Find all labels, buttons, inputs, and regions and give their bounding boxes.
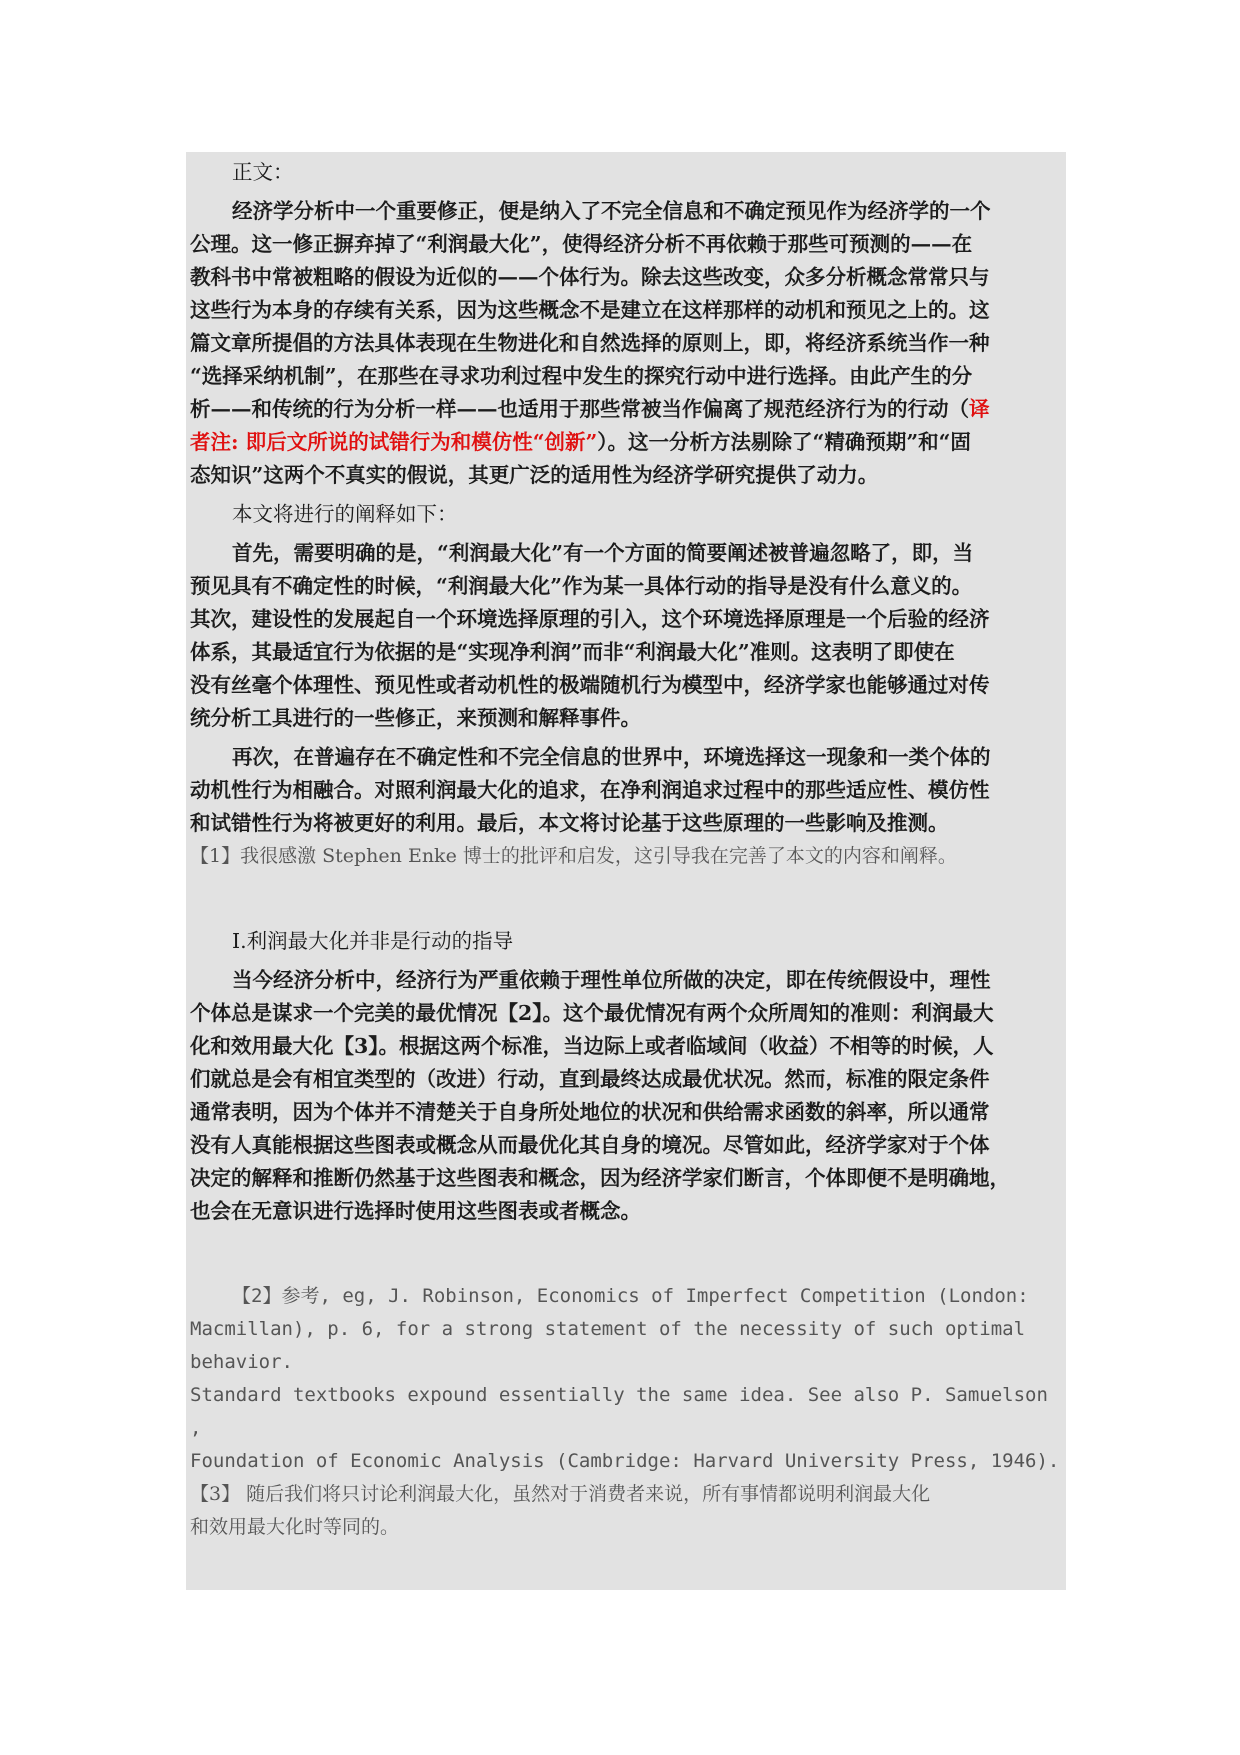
footnote-2-line-3: Standard textbooks expound essentially the same idea. See also P. Samuelson , bbox=[190, 1384, 1048, 1439]
p3-line-4: 体系，其最适宜行为依据的是“实现净利润”而非“利润最大化”准则。这表明了即使在 bbox=[190, 640, 955, 664]
p5-line-6: 没有人真能根据这些图表或概念从而最优化其自身的境况。尽管如此，经济学家对于个体 bbox=[190, 1133, 990, 1157]
p1-line-5: 篇文章所提倡的方法具体表现在生物进化和自然选择的原则上，即，将经济系统当作一种 bbox=[190, 331, 990, 355]
footnote-2-line-2: Macmillan), p. 6, for a strong statement of the necessity of such optimal behavior. bbox=[190, 1318, 1026, 1373]
footnote-2-line-4: Foundation of Economic Analysis (Cambridge: Harvard University Press, 1946). bbox=[190, 1450, 1060, 1472]
p5-line-1: 当今经济分析中，经济行为严重依赖于理性单位所做的决定，即在传统假设中，理性 bbox=[232, 968, 991, 992]
p4-line-3: 和试错性行为将被更好的利用。最后，本文将讨论基于这些原理的一些影响及推测。 bbox=[190, 811, 949, 835]
p1-line-6: “选择采纳机制”，在那些在寻求功利过程中发生的探究行动中进行选择。由此产生的分 bbox=[190, 364, 973, 388]
paragraph-4 bbox=[190, 741, 1062, 840]
paragraph-3 bbox=[190, 537, 1062, 735]
p5-line-8: 也会在无意识进行选择时使用这些图表或者概念。 bbox=[190, 1199, 641, 1223]
p5-line-5: 通常表明，因为个体并不清楚关于自身所处地位的状况和供给需求函数的斜率，所以通常 bbox=[190, 1100, 990, 1124]
paragraph-2: 本文将进行的阐释如下： bbox=[232, 502, 458, 526]
footnote-3-line-2: 和效用最大化时等同的。 bbox=[190, 1516, 400, 1538]
p1-line-7-text: 析——和传统的行为分析一样——也适用于那些常被当作偏离了规范经济行为的行动（ bbox=[190, 397, 969, 421]
p3-line-1: 首先，需要明确的是，“利润最大化”有一个方面的简要阐述被普遍忽略了，即，当 bbox=[232, 541, 974, 565]
footnote-2 bbox=[190, 1280, 1062, 1478]
section-heading: I.利润最大化并非是行动的指导 bbox=[232, 929, 514, 953]
p1-line-9: 态知识”这两个不真实的假说，其更广泛的适用性为经济学研究提供了动力。 bbox=[190, 463, 879, 487]
paragraph-5 bbox=[190, 964, 1062, 1228]
footnote-3-line-1: 【3】 随后我们将只讨论利润最大化，虽然对于消费者来说，所有事情都说明利润最大化 bbox=[190, 1483, 931, 1505]
translator-note-start: 译 bbox=[969, 397, 990, 421]
p1-line-3: 教科书中常被粗略的假设为近似的——个体行为。除去这些改变，众多分析概念常常只与 bbox=[190, 265, 990, 289]
p1-line-8 bbox=[190, 426, 1062, 459]
footnote-2-line-1: 【2】参考, eg, J. Robinson, Economics of Imperfect Competition (London: bbox=[232, 1285, 1029, 1307]
p3-line-5: 没有丝毫个体理性、预见性或者动机性的极端随机行为模型中，经济学家也能够通过对传 bbox=[190, 673, 990, 697]
p4-line-1: 再次，在普遍存在不确定性和不完全信息的世界中，环境选择这一现象和一类个体的 bbox=[232, 745, 991, 769]
p3-line-6: 统分析工具进行的一些修正，来预测和解释事件。 bbox=[190, 706, 641, 730]
p1-line-2: 公理。这一修正摒弃掉了“利润最大化”，使得经济分析不再依赖于那些可预测的——在 bbox=[190, 232, 973, 256]
p5-line-2: 个体总是谋求一个完美的最优情况【2】。这个最优情况有两个众所周知的准则：利润最大 bbox=[190, 1001, 994, 1025]
p1-line-4: 这些行为本身的存续有关系，因为这些概念不是建立在这样那样的动机和预见之上的。这 bbox=[190, 298, 990, 322]
translator-note: 者注: 即后文所说的试错行为和模仿性“创新” bbox=[190, 430, 598, 454]
p5-line-4: 们就总是会有相宜类型的（改进）行动，直到最终达成最优状况。然而，标准的限定条件 bbox=[190, 1067, 990, 1091]
text-panel bbox=[186, 152, 1066, 1590]
p3-line-2: 预见具有不确定性的时候，“利润最大化”作为某一具体行动的指导是没有什么意义的。 bbox=[190, 574, 973, 598]
p5-line-7: 决定的解释和推断仍然基于这些图表和概念，因为经济学家们断言，个体即便不是明确地， bbox=[190, 1166, 1010, 1190]
footnote-3 bbox=[190, 1478, 1062, 1544]
footnote-1: 【1】我很感激 Stephen Enke 博士的批评和启发，这引导我在完善了本文的内容和阐释。 bbox=[190, 845, 957, 867]
p3-line-3: 其次，建设性的发展起自一个环境选择原理的引入，这个环境选择原理是一个后验的经济 bbox=[190, 607, 990, 631]
p1-line-1: 经济学分析中一个重要修正，便是纳入了不完全信息和不确定预见作为经济学的一个 bbox=[232, 199, 991, 223]
p5-line-3: 化和效用最大化【3】。根据这两个标准，当边际上或者临域间（收益）不相等的时候，人 bbox=[190, 1034, 994, 1058]
paragraph-1 bbox=[190, 195, 1062, 492]
text-body bbox=[190, 156, 1062, 1544]
intro-label: 正文： bbox=[232, 160, 294, 184]
p1-line-7 bbox=[190, 393, 1062, 426]
p1-line-8-text: ）。这一分析方法剔除了“精确预期”和“固 bbox=[597, 430, 971, 454]
p4-line-2: 动机性行为相融合。对照利润最大化的追求，在净利润追求过程中的那些适应性、模仿性 bbox=[190, 778, 990, 802]
